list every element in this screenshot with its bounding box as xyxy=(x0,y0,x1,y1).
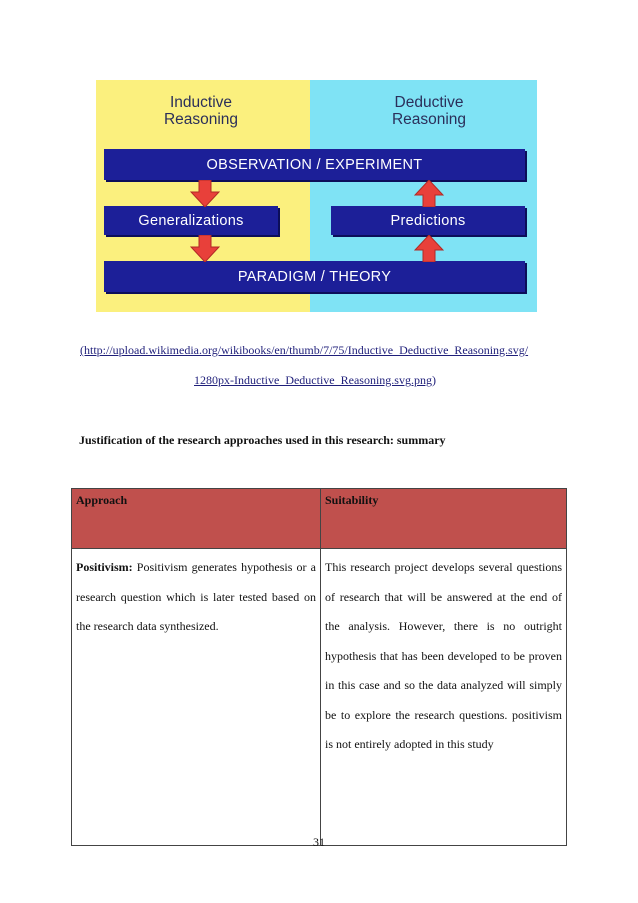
down-arrow-icon xyxy=(190,180,220,207)
observation-bar: OBSERVATION / EXPERIMENT xyxy=(104,149,525,180)
up-arrow-icon xyxy=(414,235,444,262)
reasoning-diagram xyxy=(96,80,537,312)
header-approach: Approach xyxy=(72,489,321,549)
predictions-bar: Predictions xyxy=(331,206,525,235)
table-row xyxy=(72,549,567,846)
table-header-row xyxy=(72,489,567,549)
up-arrow-icon xyxy=(414,180,444,207)
section-heading: Justification of the research approaches used in this research: summary xyxy=(79,433,446,447)
deductive-heading: Deductive Reasoning xyxy=(391,94,467,128)
page-number: 31 xyxy=(313,835,325,849)
image-source-caption-cont xyxy=(194,373,638,388)
image-source-caption xyxy=(80,343,580,358)
approach-cell xyxy=(72,549,321,846)
theory-bar: PARADIGM / THEORY xyxy=(104,261,525,292)
approach-description: Positivism generates hypothesis or a research question which is later tested based on the research data synthesized. xyxy=(76,560,316,633)
caption-close-paren: ) xyxy=(431,373,436,387)
suitability-cell: This research project develops several questions of research that will be answered at the end of the analysis. However, there is no outright hypothesis that has been developed to be proven in this case and so the data analyzed will simply be to explore the research questions. positivism is not entirely adopted in this study xyxy=(321,549,567,846)
generalizations-bar: Generalizations xyxy=(104,206,278,235)
source-link[interactable]: (http://upload.wikimedia.org/wikibooks/en/thumb/7/75/Inductive_Deductive_Reasoning.svg/ xyxy=(80,343,529,357)
source-link-cont[interactable]: 1280px-Inductive_Deductive_Reasoning.svg.png xyxy=(194,373,432,387)
header-suitability: Suitability xyxy=(321,489,567,549)
down-arrow-icon xyxy=(190,235,220,262)
approach-term: Positivism: xyxy=(76,560,133,574)
inductive-heading: Inductive Reasoning xyxy=(163,94,239,128)
summary-table xyxy=(71,488,567,846)
